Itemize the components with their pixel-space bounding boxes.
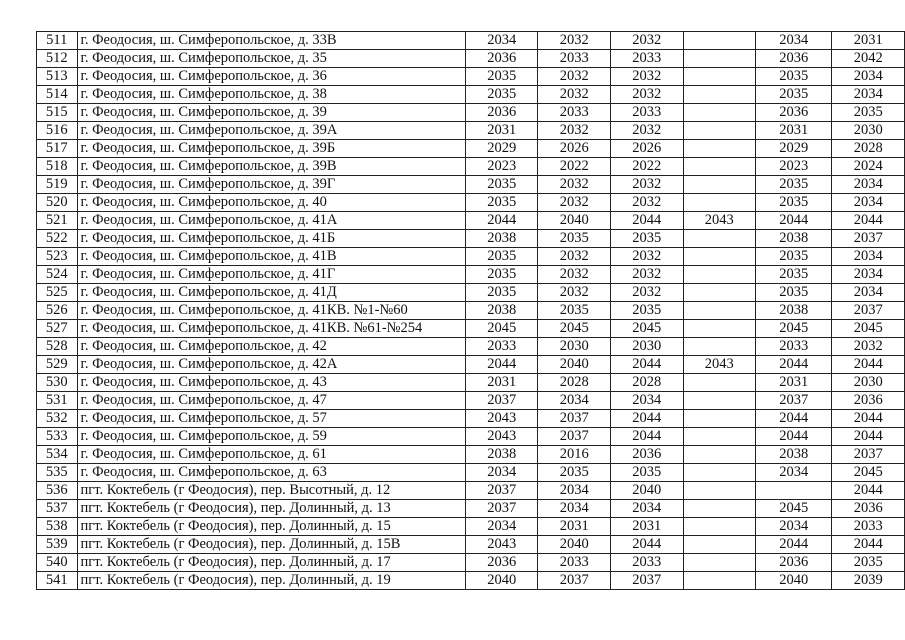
year-cell-6: 2034 <box>832 68 905 86</box>
row-number-cell: 538 <box>37 518 78 536</box>
year-cell-2: 2033 <box>538 50 611 68</box>
year-cell-1: 2034 <box>465 464 538 482</box>
year-cell-4 <box>683 266 756 284</box>
table-row <box>37 392 905 410</box>
year-cell-5: 2035 <box>756 176 832 194</box>
year-cell-1: 2033 <box>465 338 538 356</box>
table-row <box>37 266 905 284</box>
year-cell-2: 2016 <box>538 446 611 464</box>
housing-table <box>36 31 905 590</box>
year-cell-1: 2035 <box>465 266 538 284</box>
year-cell-2: 2037 <box>538 572 611 590</box>
year-cell-4 <box>683 338 756 356</box>
year-cell-1: 2037 <box>465 500 538 518</box>
year-cell-6: 2034 <box>832 284 905 302</box>
year-cell-5: 2044 <box>756 410 832 428</box>
row-number-cell: 523 <box>37 248 78 266</box>
address-cell: г. Феодосия, ш. Симферопольское, д. 43 <box>77 374 465 392</box>
row-number-cell: 511 <box>37 32 78 50</box>
year-cell-4: 2043 <box>683 356 756 374</box>
year-cell-1: 2043 <box>465 410 538 428</box>
address-cell: пгт. Коктебель (г Феодосия), пер. Долинный, д. 13 <box>77 500 465 518</box>
address-cell: г. Феодосия, ш. Симферопольское, д. 61 <box>77 446 465 464</box>
table-row <box>37 140 905 158</box>
table-row <box>37 212 905 230</box>
table-row <box>37 356 905 374</box>
address-cell: г. Феодосия, ш. Симферопольское, д. 59 <box>77 428 465 446</box>
year-cell-3: 2034 <box>610 500 683 518</box>
year-cell-6: 2033 <box>832 518 905 536</box>
table-row <box>37 428 905 446</box>
year-cell-1: 2035 <box>465 86 538 104</box>
year-cell-3: 2030 <box>610 338 683 356</box>
year-cell-3: 2032 <box>610 122 683 140</box>
row-number-cell: 527 <box>37 320 78 338</box>
table-row <box>37 230 905 248</box>
year-cell-1: 2035 <box>465 176 538 194</box>
year-cell-3: 2032 <box>610 194 683 212</box>
row-number-cell: 531 <box>37 392 78 410</box>
year-cell-1: 2038 <box>465 302 538 320</box>
table-row <box>37 302 905 320</box>
year-cell-4 <box>683 464 756 482</box>
address-cell: г. Феодосия, ш. Симферопольское, д. 42 <box>77 338 465 356</box>
table-row <box>37 104 905 122</box>
year-cell-5: 2044 <box>756 536 832 554</box>
year-cell-1: 2043 <box>465 428 538 446</box>
table-row <box>37 446 905 464</box>
year-cell-6: 2037 <box>832 230 905 248</box>
row-number-cell: 535 <box>37 464 78 482</box>
year-cell-3: 2044 <box>610 356 683 374</box>
table-row <box>37 536 905 554</box>
year-cell-1: 2036 <box>465 554 538 572</box>
year-cell-5: 2040 <box>756 572 832 590</box>
year-cell-6: 2030 <box>832 122 905 140</box>
year-cell-2: 2032 <box>538 266 611 284</box>
year-cell-3: 2033 <box>610 554 683 572</box>
address-cell: г. Феодосия, ш. Симферопольское, д. 41В <box>77 248 465 266</box>
year-cell-5: 2036 <box>756 50 832 68</box>
year-cell-2: 2032 <box>538 32 611 50</box>
table-row <box>37 122 905 140</box>
year-cell-4 <box>683 554 756 572</box>
year-cell-3: 2044 <box>610 410 683 428</box>
address-cell: г. Феодосия, ш. Симферопольское, д. 41Б <box>77 230 465 248</box>
year-cell-1: 2036 <box>465 50 538 68</box>
year-cell-2: 2033 <box>538 554 611 572</box>
year-cell-4 <box>683 86 756 104</box>
row-number-cell: 516 <box>37 122 78 140</box>
row-number-cell: 512 <box>37 50 78 68</box>
year-cell-1: 2035 <box>465 248 538 266</box>
year-cell-2: 2032 <box>538 122 611 140</box>
address-cell: г. Феодосия, ш. Симферопольское, д. 41КВ. №61-№254 <box>77 320 465 338</box>
year-cell-3: 2032 <box>610 32 683 50</box>
year-cell-4 <box>683 248 756 266</box>
year-cell-3: 2044 <box>610 212 683 230</box>
year-cell-4 <box>683 176 756 194</box>
year-cell-6: 2039 <box>832 572 905 590</box>
address-cell: г. Феодосия, ш. Симферопольское, д. 39Б <box>77 140 465 158</box>
address-cell: г. Феодосия, ш. Симферопольское, д. 39Г <box>77 176 465 194</box>
year-cell-6: 2037 <box>832 302 905 320</box>
year-cell-4 <box>683 230 756 248</box>
year-cell-5: 2035 <box>756 266 832 284</box>
year-cell-3: 2033 <box>610 50 683 68</box>
year-cell-3: 2037 <box>610 572 683 590</box>
address-cell: г. Феодосия, ш. Симферопольское, д. 57 <box>77 410 465 428</box>
year-cell-6: 2024 <box>832 158 905 176</box>
table-row <box>37 86 905 104</box>
year-cell-3: 2044 <box>610 428 683 446</box>
year-cell-1: 2043 <box>465 536 538 554</box>
year-cell-6: 2034 <box>832 248 905 266</box>
row-number-cell: 530 <box>37 374 78 392</box>
table-row <box>37 374 905 392</box>
table-row <box>37 68 905 86</box>
year-cell-4 <box>683 302 756 320</box>
year-cell-6: 2044 <box>832 356 905 374</box>
year-cell-3: 2032 <box>610 176 683 194</box>
table-row <box>37 284 905 302</box>
year-cell-5: 2038 <box>756 230 832 248</box>
year-cell-5: 2029 <box>756 140 832 158</box>
row-number-cell: 534 <box>37 446 78 464</box>
address-cell: г. Феодосия, ш. Симферопольское, д. 39А <box>77 122 465 140</box>
year-cell-1: 2044 <box>465 356 538 374</box>
year-cell-1: 2035 <box>465 68 538 86</box>
table-row <box>37 410 905 428</box>
year-cell-5: 2035 <box>756 86 832 104</box>
table-body <box>37 32 905 590</box>
table-row <box>37 320 905 338</box>
row-number-cell: 514 <box>37 86 78 104</box>
year-cell-3: 2026 <box>610 140 683 158</box>
table-row <box>37 194 905 212</box>
year-cell-4 <box>683 104 756 122</box>
year-cell-1: 2029 <box>465 140 538 158</box>
year-cell-4 <box>683 482 756 500</box>
year-cell-5: 2038 <box>756 446 832 464</box>
year-cell-5: 2045 <box>756 320 832 338</box>
year-cell-4 <box>683 50 756 68</box>
year-cell-5: 2034 <box>756 518 832 536</box>
year-cell-4 <box>683 392 756 410</box>
year-cell-1: 2045 <box>465 320 538 338</box>
year-cell-2: 2035 <box>538 464 611 482</box>
year-cell-2: 2037 <box>538 410 611 428</box>
year-cell-2: 2034 <box>538 482 611 500</box>
address-cell: г. Феодосия, ш. Симферопольское, д. 63 <box>77 464 465 482</box>
year-cell-6: 2036 <box>832 500 905 518</box>
year-cell-1: 2038 <box>465 230 538 248</box>
year-cell-1: 2034 <box>465 32 538 50</box>
year-cell-4 <box>683 320 756 338</box>
year-cell-6: 2045 <box>832 320 905 338</box>
year-cell-2: 2022 <box>538 158 611 176</box>
year-cell-5: 2031 <box>756 122 832 140</box>
year-cell-3: 2028 <box>610 374 683 392</box>
row-number-cell: 532 <box>37 410 78 428</box>
year-cell-6: 2044 <box>832 482 905 500</box>
table-row <box>37 572 905 590</box>
year-cell-2: 2032 <box>538 68 611 86</box>
year-cell-3: 2022 <box>610 158 683 176</box>
year-cell-2: 2032 <box>538 176 611 194</box>
year-cell-6: 2037 <box>832 446 905 464</box>
table-row <box>37 518 905 536</box>
year-cell-4 <box>683 500 756 518</box>
year-cell-3: 2044 <box>610 536 683 554</box>
row-number-cell: 533 <box>37 428 78 446</box>
row-number-cell: 513 <box>37 68 78 86</box>
year-cell-5: 2044 <box>756 356 832 374</box>
row-number-cell: 520 <box>37 194 78 212</box>
year-cell-3: 2034 <box>610 392 683 410</box>
year-cell-1: 2031 <box>465 122 538 140</box>
year-cell-3: 2031 <box>610 518 683 536</box>
year-cell-5: 2044 <box>756 212 832 230</box>
row-number-cell: 526 <box>37 302 78 320</box>
year-cell-4 <box>683 428 756 446</box>
table-row <box>37 248 905 266</box>
year-cell-2: 2045 <box>538 320 611 338</box>
year-cell-1: 2038 <box>465 446 538 464</box>
address-cell: г. Феодосия, ш. Симферопольское, д. 41КВ. №1-№60 <box>77 302 465 320</box>
year-cell-4 <box>683 158 756 176</box>
row-number-cell: 537 <box>37 500 78 518</box>
row-number-cell: 539 <box>37 536 78 554</box>
year-cell-5: 2033 <box>756 338 832 356</box>
address-cell: г. Феодосия, ш. Симферопольское, д. 38 <box>77 86 465 104</box>
year-cell-2: 2040 <box>538 536 611 554</box>
address-cell: г. Феодосия, ш. Симферопольское, д. 41Д <box>77 284 465 302</box>
address-cell: г. Феодосия, ш. Симферопольское, д. 47 <box>77 392 465 410</box>
year-cell-6: 2036 <box>832 392 905 410</box>
row-number-cell: 521 <box>37 212 78 230</box>
table-row <box>37 500 905 518</box>
year-cell-6: 2032 <box>832 338 905 356</box>
year-cell-1: 2031 <box>465 374 538 392</box>
year-cell-1: 2040 <box>465 572 538 590</box>
year-cell-4 <box>683 572 756 590</box>
year-cell-3: 2032 <box>610 266 683 284</box>
year-cell-5: 2023 <box>756 158 832 176</box>
row-number-cell: 529 <box>37 356 78 374</box>
address-cell: пгт. Коктебель (г Феодосия), пер. Долинный, д. 15 <box>77 518 465 536</box>
year-cell-2: 2030 <box>538 338 611 356</box>
year-cell-2: 2032 <box>538 284 611 302</box>
row-number-cell: 536 <box>37 482 78 500</box>
year-cell-5: 2035 <box>756 284 832 302</box>
address-cell: г. Феодосия, ш. Симферопольское, д. 36 <box>77 68 465 86</box>
row-number-cell: 541 <box>37 572 78 590</box>
address-cell: пгт. Коктебель (г Феодосия), пер. Долинный, д. 17 <box>77 554 465 572</box>
year-cell-2: 2031 <box>538 518 611 536</box>
year-cell-6: 2034 <box>832 176 905 194</box>
year-cell-6: 2044 <box>832 410 905 428</box>
year-cell-1: 2044 <box>465 212 538 230</box>
year-cell-6: 2044 <box>832 428 905 446</box>
year-cell-3: 2040 <box>610 482 683 500</box>
address-cell: г. Феодосия, ш. Симферопольское, д. 33В <box>77 32 465 50</box>
address-cell: г. Феодосия, ш. Симферопольское, д. 41А <box>77 212 465 230</box>
row-number-cell: 518 <box>37 158 78 176</box>
year-cell-5: 2034 <box>756 464 832 482</box>
row-number-cell: 519 <box>37 176 78 194</box>
address-cell: г. Феодосия, ш. Симферопольское, д. 42А <box>77 356 465 374</box>
year-cell-2: 2034 <box>538 500 611 518</box>
row-number-cell: 524 <box>37 266 78 284</box>
year-cell-5: 2035 <box>756 194 832 212</box>
year-cell-2: 2035 <box>538 302 611 320</box>
year-cell-4 <box>683 32 756 50</box>
row-number-cell: 517 <box>37 140 78 158</box>
year-cell-3: 2045 <box>610 320 683 338</box>
year-cell-5 <box>756 482 832 500</box>
row-number-cell: 540 <box>37 554 78 572</box>
year-cell-1: 2023 <box>465 158 538 176</box>
table-row <box>37 176 905 194</box>
year-cell-2: 2037 <box>538 428 611 446</box>
table-row <box>37 158 905 176</box>
year-cell-5: 2034 <box>756 32 832 50</box>
year-cell-6: 2030 <box>832 374 905 392</box>
table-row <box>37 554 905 572</box>
address-cell: пгт. Коктебель (г Феодосия), пер. Долинный, д. 15В <box>77 536 465 554</box>
address-cell: пгт. Коктебель (г Феодосия), пер. Высотный, д. 12 <box>77 482 465 500</box>
year-cell-4 <box>683 410 756 428</box>
year-cell-2: 2032 <box>538 248 611 266</box>
year-cell-1: 2037 <box>465 392 538 410</box>
address-cell: г. Феодосия, ш. Симферопольское, д. 41Г <box>77 266 465 284</box>
year-cell-2: 2032 <box>538 194 611 212</box>
row-number-cell: 522 <box>37 230 78 248</box>
year-cell-3: 2032 <box>610 284 683 302</box>
year-cell-1: 2035 <box>465 194 538 212</box>
year-cell-6: 2044 <box>832 536 905 554</box>
address-cell: г. Феодосия, ш. Симферопольское, д. 39 <box>77 104 465 122</box>
year-cell-5: 2035 <box>756 248 832 266</box>
table-row <box>37 32 905 50</box>
table-row <box>37 50 905 68</box>
year-cell-3: 2032 <box>610 248 683 266</box>
year-cell-3: 2035 <box>610 464 683 482</box>
table-row <box>37 482 905 500</box>
year-cell-6: 2042 <box>832 50 905 68</box>
year-cell-2: 2035 <box>538 230 611 248</box>
year-cell-6: 2034 <box>832 266 905 284</box>
row-number-cell: 515 <box>37 104 78 122</box>
year-cell-6: 2044 <box>832 212 905 230</box>
year-cell-4 <box>683 68 756 86</box>
year-cell-2: 2028 <box>538 374 611 392</box>
year-cell-5: 2038 <box>756 302 832 320</box>
row-number-cell: 525 <box>37 284 78 302</box>
table-row <box>37 338 905 356</box>
year-cell-2: 2033 <box>538 104 611 122</box>
year-cell-1: 2037 <box>465 482 538 500</box>
address-cell: г. Феодосия, ш. Симферопольское, д. 40 <box>77 194 465 212</box>
year-cell-4 <box>683 194 756 212</box>
year-cell-2: 2040 <box>538 356 611 374</box>
year-cell-3: 2032 <box>610 68 683 86</box>
year-cell-3: 2036 <box>610 446 683 464</box>
year-cell-5: 2036 <box>756 554 832 572</box>
year-cell-3: 2032 <box>610 86 683 104</box>
year-cell-5: 2045 <box>756 500 832 518</box>
address-cell: пгт. Коктебель (г Феодосия), пер. Долинный, д. 19 <box>77 572 465 590</box>
year-cell-1: 2034 <box>465 518 538 536</box>
year-cell-6: 2035 <box>832 554 905 572</box>
year-cell-6: 2031 <box>832 32 905 50</box>
year-cell-5: 2044 <box>756 428 832 446</box>
year-cell-4 <box>683 284 756 302</box>
year-cell-3: 2033 <box>610 104 683 122</box>
year-cell-3: 2035 <box>610 230 683 248</box>
year-cell-5: 2037 <box>756 392 832 410</box>
year-cell-4 <box>683 140 756 158</box>
year-cell-5: 2031 <box>756 374 832 392</box>
row-number-cell: 528 <box>37 338 78 356</box>
year-cell-2: 2026 <box>538 140 611 158</box>
table-row <box>37 464 905 482</box>
year-cell-6: 2034 <box>832 86 905 104</box>
year-cell-2: 2034 <box>538 392 611 410</box>
year-cell-2: 2040 <box>538 212 611 230</box>
year-cell-1: 2036 <box>465 104 538 122</box>
address-cell: г. Феодосия, ш. Симферопольское, д. 39В <box>77 158 465 176</box>
year-cell-3: 2035 <box>610 302 683 320</box>
document-page <box>36 31 905 590</box>
year-cell-5: 2035 <box>756 68 832 86</box>
year-cell-4 <box>683 122 756 140</box>
year-cell-6: 2028 <box>832 140 905 158</box>
year-cell-4 <box>683 446 756 464</box>
year-cell-1: 2035 <box>465 284 538 302</box>
year-cell-4 <box>683 518 756 536</box>
year-cell-6: 2035 <box>832 104 905 122</box>
year-cell-4 <box>683 374 756 392</box>
year-cell-6: 2045 <box>832 464 905 482</box>
year-cell-4: 2043 <box>683 212 756 230</box>
year-cell-5: 2036 <box>756 104 832 122</box>
year-cell-4 <box>683 536 756 554</box>
year-cell-6: 2034 <box>832 194 905 212</box>
address-cell: г. Феодосия, ш. Симферопольское, д. 35 <box>77 50 465 68</box>
year-cell-2: 2032 <box>538 86 611 104</box>
